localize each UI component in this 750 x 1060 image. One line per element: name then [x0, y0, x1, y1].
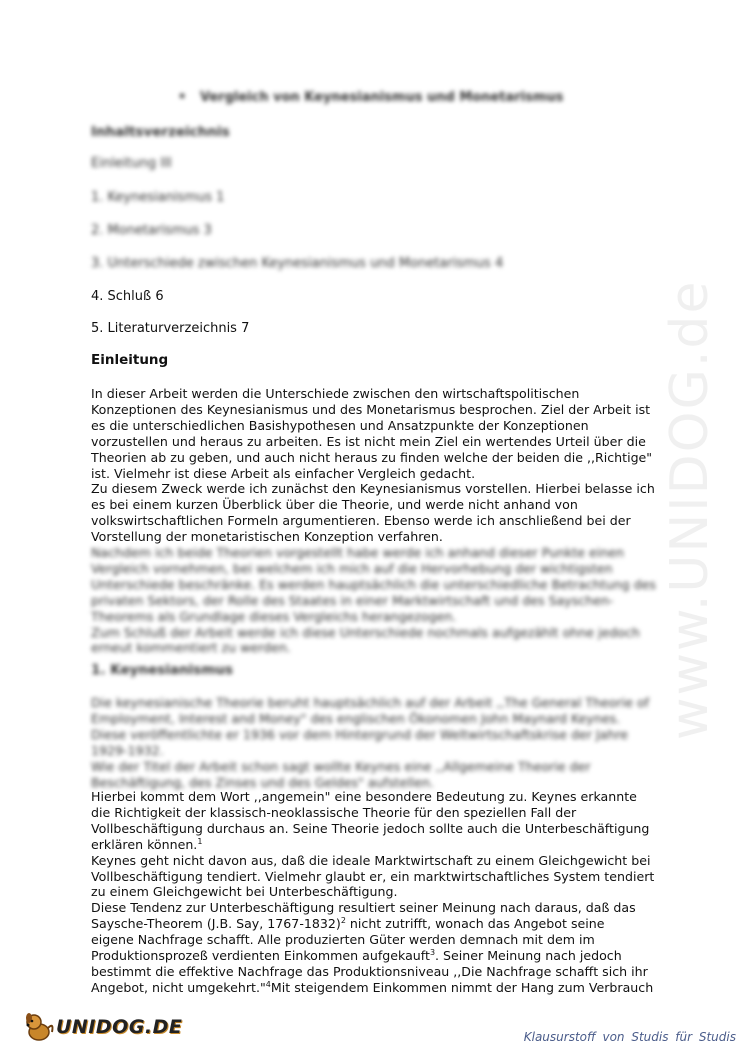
section-paragraph-blurred: Die keynesianische Theorie beruht hauptsächlich auf der Arbeit ,,The General Theorie of Employment, Interest and Money" des englischen Ökonomen John Maynard Keynes. Diese veröffentlichte er 1936 vor dem Hintergrund der Weltwirtschaftskrise der Jahre 1929-1932. Wie der Titel der Arbeit schon sagt wollte Keynes eine ,,Allgemeine Theorie der Beschäftigung, des Zinses und des Geldes" aufstellen. — [91, 695, 650, 790]
intro-paragraph: In dieser Arbeit werden die Unterschiede zwischen den wirtschaftspolitischen Konzeptionen des Keynesianismus und des Monetarismus besprochen. Ziel der Arbeit ist es die unterschiedlichen Basishypothesen und Ansatzpunkte der Konzeptionen vorzustellen und heraus zu arbeiten. Es ist nicht mein Ziel ein wertendes Urteil über die Theorien ab zu geben, und auch nicht heraus zu finden welche der beiden die ,,Richtige" ist. Vielmehr ist diese Arbeit als einfacher Vergleich gedacht. Zu diesem Zweck werde ich zunächst den Keynesianismus vorstellen. Hierbei belasse ich es bei einem kurzen Überblick über die Theorie, und werde nicht anhand von volkswirtschaftlichen Formeln argumentieren. Ebenso werde ich anschließend bei der Vorstellung der monetaristischen Konzeption verfahren. — [91, 386, 655, 545]
toc-heading: Inhaltsverzeichnis — [91, 124, 230, 140]
toc-item: 2. Monetarismus 3 — [91, 223, 212, 238]
logo-text: UNIDOG.DE — [56, 1016, 183, 1038]
footnote-mark: 2 — [340, 916, 346, 926]
footnote-mark: 4 — [265, 979, 271, 989]
bullet-icon: • — [178, 90, 187, 105]
footnote-mark: 3 — [429, 947, 436, 957]
toc-item: 3. Unterschiede zwischen Keynesianismus und Monetarismus 4 — [91, 256, 504, 271]
document-title: • Vergleich von Keynesianismus und Monetarismus — [178, 90, 564, 105]
dog-icon — [22, 1010, 56, 1044]
section-heading: 1. Keynesianismus — [91, 662, 233, 678]
intro-paragraph-blurred: Nachdem ich beide Theorien vorgestellt habe werde ich anhand dieser Punkte einen Vergleich vornehmen, bei welchem ich mich auf die Hervorhebung der wichtigsten Unterschiede beschränke. Es werden hauptsächlich die unterschiedliche Betrachtung des privaten Sektors, der Rolle des Staates in einer Marktwirtschaft und des Sayschen- Theorems als Grundlage dieses Vergleichs herangezogen. Zum Schluß der Arbeit werde ich diese Unterschiede nochmals aufgezählt ohne jedoch erneut kommentiert zu werden. — [91, 545, 656, 656]
intro-heading: Einleitung — [91, 352, 169, 368]
footnote-mark: 1 — [197, 836, 203, 846]
toc-item: 1. Keynesianismus 1 — [91, 190, 225, 205]
toc-item: 5. Literaturverzeichnis 7 — [91, 321, 250, 336]
watermark: www.UNIDOG.de — [660, 279, 720, 740]
toc-item: 4. Schluß 6 — [91, 289, 164, 304]
unidog-logo — [22, 1010, 182, 1044]
toc-item: Einleitung III — [91, 156, 172, 171]
section-paragraph: Hierbei kommt dem Wort ,,angemein" eine besondere Bedeutung zu. Keynes erkannte die Richtigkeit der klassisch-neoklassische Theorie für den speziellen Fall der Vollbeschäftigung durchaus an. Seine Theorie jedoch sollte auch die Unterbeschäftigung erklären können.$^1$ Keynes geht nicht davon aus, daß die ideale Marktwirtschaft zu einem Gleichgewicht bei Vollbeschäftigung tendiert. Vielmehr glaubt er, ein marktwirtschaftliches System tendiert zu einem Gleichgewicht bei Unterbeschäftigung. Diese Tendenz zur Unterbeschäftigung resultiert seiner Meinung nach daraus, daß das Saysche-Theorem (J.B. Say, 1767-1832)$^2$ nicht zutrifft, wonach das Angebot seine eigene Nachfrage schafft. Alle produzierten Güter werden demnach mit dem im Produktionsprozeß verdienten Einkommen aufgekauft$^3$. Seiner Meinung nach jedoch bestimmt die effektive Nachfrage das Produktionsniveau ,,Die Nachfrage schafft sich ihr Angebot, nicht umgekehrt."$^4$Mit steigendem Einkommen nimmt der Hang zum Verbrauch — [91, 789, 655, 995]
footer-slogan: Klausurstoff von Studis für Studis — [523, 1030, 736, 1044]
